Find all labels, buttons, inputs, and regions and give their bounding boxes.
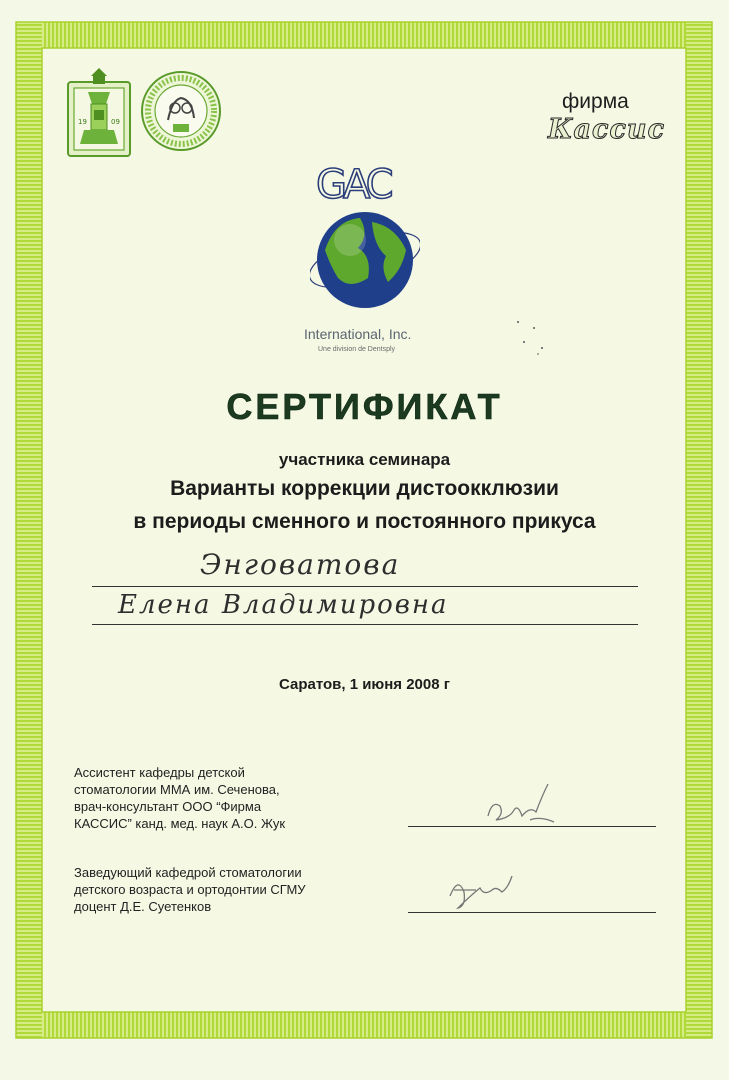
- name-line-2: [92, 624, 638, 625]
- seminar-topic-line1: Варианты коррекции дистоокклюзии: [170, 477, 559, 500]
- scan-specks: [514, 318, 554, 358]
- certificate-subtitle: участника семинара: [278, 450, 451, 469]
- signatory-1-line: КАССИС” канд. мед. наук А.О. Жук: [74, 816, 286, 831]
- signatory-2-line: Заведующий кафедрой стоматологии: [74, 865, 302, 880]
- signatory-1-text: [74, 764, 404, 832]
- signature-line-1: [408, 826, 656, 827]
- gac-letters: GAC: [316, 162, 390, 208]
- recipient-surname: Энговатова: [200, 548, 401, 581]
- certificate-title: СЕРТИФИКАТ: [226, 386, 503, 427]
- name-line-1: [92, 586, 638, 587]
- globe-icon: [310, 212, 420, 308]
- firma-word: фирма: [562, 90, 629, 113]
- signatory-1-line: врач-консультант ООО “Фирма: [74, 799, 262, 814]
- signatory-1-line: стоматологии ММА им. Сеченова,: [74, 782, 280, 797]
- sgmu-emblem-icon: [66, 64, 132, 158]
- seminar-topic-line2: в периоды сменного и постоянного прикуса: [133, 510, 596, 533]
- gac-division: Une division de Dentsply: [318, 346, 396, 353]
- handwritten-signature-icon: [430, 866, 540, 916]
- recipient-given-names: Елена Владимировна: [118, 590, 449, 620]
- signatory-1-line: Ассистент кафедры детской: [74, 765, 245, 780]
- gac-logo: [310, 160, 420, 318]
- signatory-2-line: детского возраста и ортодонтии СГМУ: [74, 882, 306, 897]
- signature-line-2: [408, 912, 656, 913]
- signatory-2-text: [74, 864, 404, 915]
- gac-company-name: International, Inc.: [304, 326, 412, 342]
- place-date: Саратов, 1 июня 2008 г: [278, 676, 451, 693]
- emblem-year-left: 19: [78, 118, 87, 126]
- signatory-2-line: доцент Д.Е. Суетенков: [74, 899, 212, 914]
- department-circular-seal-icon: [140, 70, 222, 152]
- kassis-brand-logo: Кассис: [548, 114, 666, 145]
- emblem-year-right: 09: [111, 118, 120, 126]
- handwritten-signature-icon: [470, 776, 580, 836]
